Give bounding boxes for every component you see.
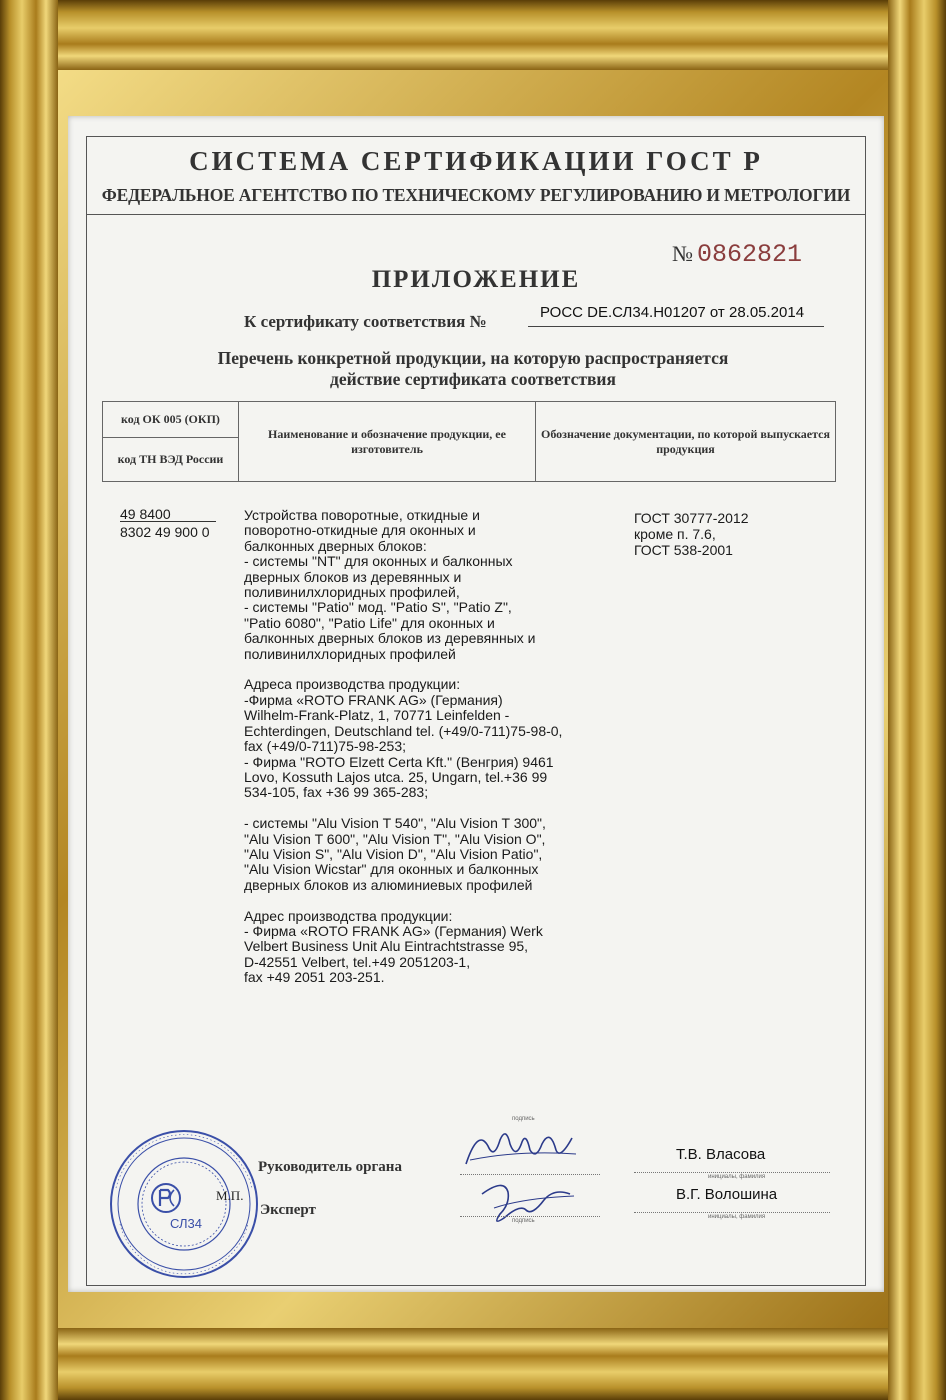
standards: ГОСТ 30777-2012 кроме п. 7.6, ГОСТ 538-2001 [634,510,749,558]
expert-label: Эксперт [260,1202,316,1218]
code-underline [120,521,216,522]
header-code-okp: код ОК 005 (ОКП) [103,402,239,438]
expert-signature-line [460,1216,600,1217]
expert-name-caption: инициалы, фамилия [708,1214,766,1220]
certificate-page [68,116,884,1292]
stamp-place-label: М.П. [216,1188,244,1203]
header-divider [86,214,866,215]
header-code-tnved: код ТН ВЭД России [103,438,239,482]
head-name-caption: инициалы, фамилия [708,1174,766,1180]
certificate-label: К сертификату соответствия № [244,312,487,331]
page-title: ПРИЛОЖЕНИЕ [371,266,581,293]
form-number-value: 0862821 [697,240,803,269]
expert-signature-caption: подпись [512,1218,535,1224]
product-list-title [148,348,798,390]
header-documentation: Обозначение документации, по которой выпускается продукция [536,402,836,482]
table-header [102,401,836,482]
number-sign: № [672,241,693,266]
expert-name: В.Г. Волошина [676,1186,778,1203]
product-list-title-line1: Перечень конкретной продукции, на которую распространяется [217,348,729,368]
certification-stamp [108,1128,260,1280]
system-heading: СИСТЕМА СЕРТИФИКАЦИИ ГОСТ Р [189,146,763,176]
header-product-name: Наименование и обозначение продукции, ее изготовитель [239,402,536,482]
stamp-code: СЛ34 [170,1216,202,1231]
form-number [672,240,802,269]
expert-signature [474,1174,584,1234]
expert-name-line [634,1212,830,1213]
product-description: Устройства поворотные, откидные и поворотно-откидные для оконных и балконных дверных блоков: - системы "NT" для оконных и балконных дверных блоков из деревянных и поливинилхлоридных профилей, - системы "Patio" мод. "Patio S", "Patio Z", "Patio 6080", "Patio Life" для оконных и балконных дверных блоков из деревянных и поливинилхлоридных профилей Адреса производства продукции: -Фирма «ROTO FRANK AG» (Германия) Wilhelm-Frank-Platz, 1, 70771 Leinfelden - Echterdingen, Deutschland tel. (+49/0-711)75-98-0, fax (+49/0-711)75-98-253; - Фирма "ROTO Elzett Certa Kft." (Венгрия) 9461 Lovo, Kossuth Lajos utca. 25, Ungarn, tel.+36 99 534-105, fax +36 99 365-283; - системы "Alu Vision T 540", "Alu Vision T 300", "Alu Vision T 600", "Alu Vision T", "Alu Vision O", "Alu Vision S", "Alu Vision D", "Alu Vision Patio", "Alu Vision Wicstar" для оконных и балконных дверных блоков из алюминиевых профилей Адрес производства продукции: - Фирма «ROTO FRANK AG» (Германия) Werk Velbert Business Unit Alu Eintrachtstrasse 95, D-42551 Velbert, tel.+49 2051203-1, fax +49 2051 203-251. [244,507,563,986]
product-list-title-line2: действие сертификата соответствия [330,369,616,389]
code-okp-value: 49 8400 [120,506,171,522]
certificate-underline [528,326,824,327]
head-signature [460,1120,580,1176]
head-name: Т.В. Власова [676,1146,766,1163]
code-tnved-value: 8302 49 900 0 [120,524,210,540]
agency-heading: ФЕДЕРАЛЬНОЕ АГЕНТСТВО ПО ТЕХНИЧЕСКОМУ РЕГУЛИРОВАНИЮ И МЕТРОЛОГИИ [101,185,851,205]
certificate-number: РОСС DE.СЛ34.Н01207 от 28.05.2014 [540,304,805,321]
head-name-line [634,1172,830,1173]
head-label: Руководитель органа [258,1159,402,1175]
head-signature-caption: подпись [512,1116,535,1122]
rst-logo [152,1184,180,1212]
